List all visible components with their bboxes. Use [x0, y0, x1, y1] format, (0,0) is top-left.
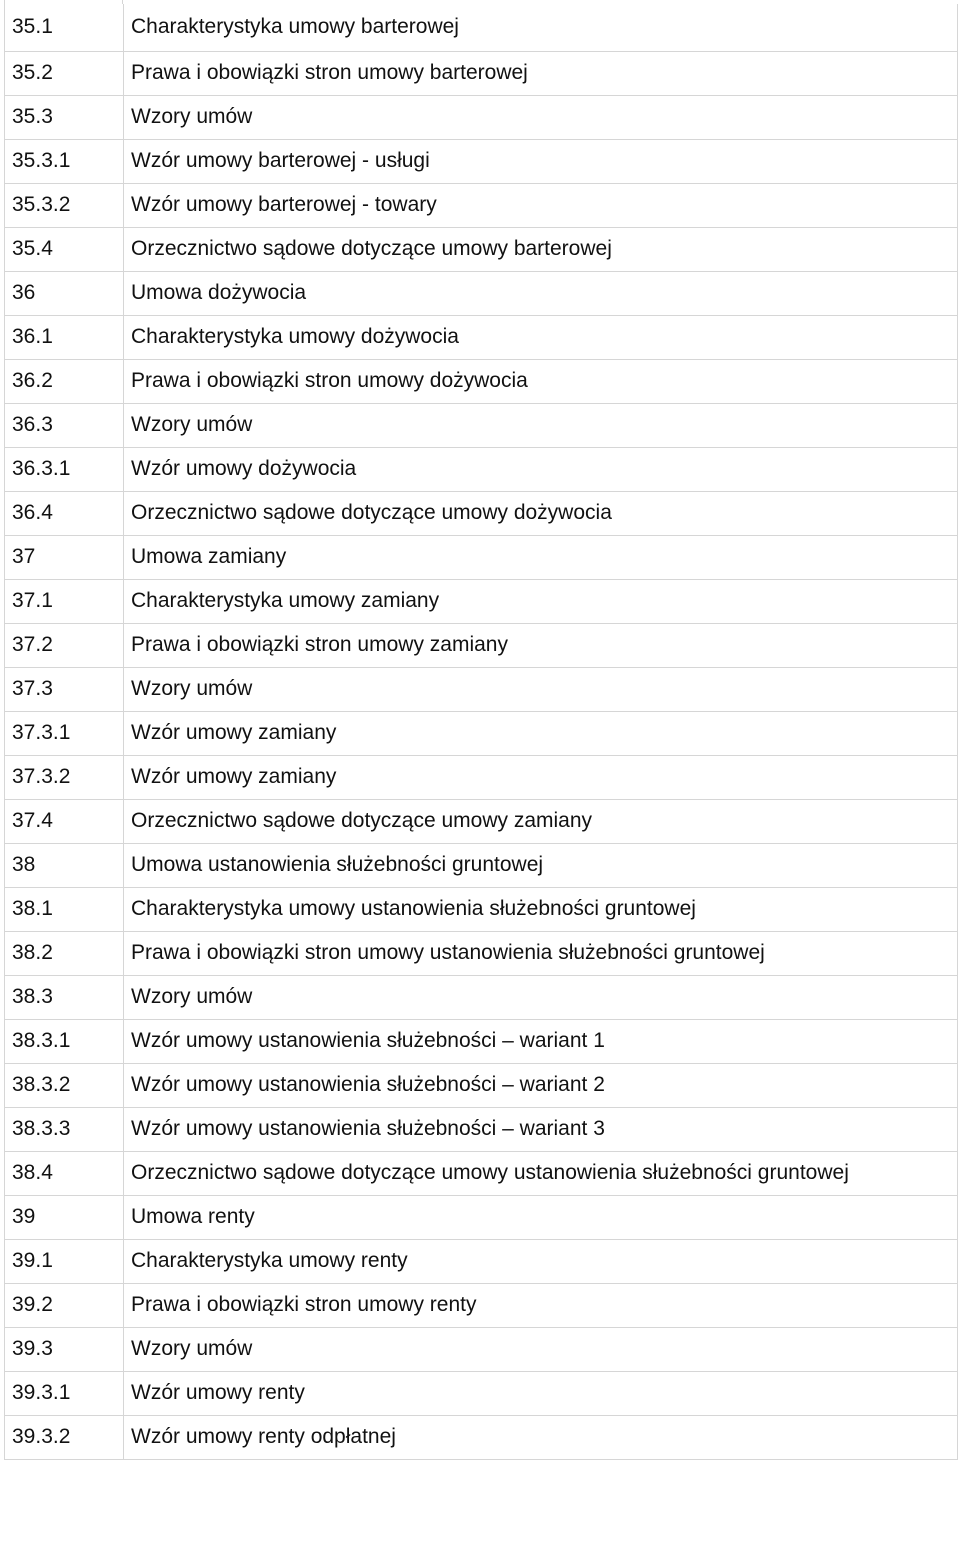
toc-section-number: 39.1 — [5, 1239, 124, 1283]
toc-row — [5, 315, 958, 359]
toc-section-number: 37 — [5, 535, 124, 579]
toc-section-number: 36.2 — [5, 359, 124, 403]
toc-row — [5, 227, 958, 271]
toc-section-title: Wzór umowy zamiany — [124, 711, 958, 755]
toc-section-title: Wzór umowy zamiany — [124, 755, 958, 799]
toc-row — [5, 1063, 958, 1107]
toc-section-number: 37.2 — [5, 623, 124, 667]
toc-section-title: Wzór umowy barterowej - towary — [124, 183, 958, 227]
toc-section-number: 36 — [5, 271, 124, 315]
toc-section-number: 35.3 — [5, 95, 124, 139]
toc-section-title: Prawa i obowiązki stron umowy renty — [124, 1283, 958, 1327]
toc-row — [5, 623, 958, 667]
toc-row — [5, 183, 958, 227]
toc-section-number: 39.3.2 — [5, 1415, 124, 1459]
toc-section-number: 35.1 — [5, 4, 124, 51]
toc-section-number: 38.3.1 — [5, 1019, 124, 1063]
toc-section-title: Prawa i obowiązki stron umowy dożywocia — [124, 359, 958, 403]
toc-row — [5, 843, 958, 887]
toc-row — [5, 491, 958, 535]
toc-section-title: Wzory umów — [124, 403, 958, 447]
toc-section-title: Wzór umowy renty odpłatnej — [124, 1415, 958, 1459]
toc-section-title: Umowa renty — [124, 1195, 958, 1239]
toc-row — [5, 1415, 958, 1459]
toc-section-title: Wzory umów — [124, 95, 958, 139]
toc-section-title: Wzory umów — [124, 1327, 958, 1371]
toc-section-number: 37.4 — [5, 799, 124, 843]
toc-section-title: Orzecznictwo sądowe dotyczące umowy barterowej — [124, 227, 958, 271]
toc-section-title: Wzór umowy ustanowienia służebności – wariant 1 — [124, 1019, 958, 1063]
toc-section-title: Charakterystyka umowy renty — [124, 1239, 958, 1283]
toc-row — [5, 799, 958, 843]
toc-section-number: 37.3.2 — [5, 755, 124, 799]
toc-row — [5, 975, 958, 1019]
toc-section-title: Charakterystyka umowy zamiany — [124, 579, 958, 623]
toc-row — [5, 931, 958, 975]
toc-section-title: Wzór umowy ustanowienia służebności – wariant 2 — [124, 1063, 958, 1107]
toc-row — [5, 359, 958, 403]
toc-row — [5, 403, 958, 447]
toc-section-number: 36.3 — [5, 403, 124, 447]
toc-section-number: 38.3 — [5, 975, 124, 1019]
toc-section-title: Charakterystyka umowy ustanowienia służebności gruntowej — [124, 887, 958, 931]
table-of-contents — [4, 4, 958, 1460]
toc-row — [5, 139, 958, 183]
toc-section-number: 39 — [5, 1195, 124, 1239]
toc-row — [5, 1019, 958, 1063]
toc-section-number: 39.2 — [5, 1283, 124, 1327]
toc-section-title: Umowa zamiany — [124, 535, 958, 579]
toc-row — [5, 1107, 958, 1151]
toc-section-title: Prawa i obowiązki stron umowy zamiany — [124, 623, 958, 667]
toc-section-title: Wzór umowy ustanowienia służebności – wariant 3 — [124, 1107, 958, 1151]
toc-row — [5, 1195, 958, 1239]
toc-section-number: 38.3.2 — [5, 1063, 124, 1107]
toc-row — [5, 4, 958, 51]
toc-section-number: 38 — [5, 843, 124, 887]
toc-section-number: 37.3.1 — [5, 711, 124, 755]
toc-section-number: 35.2 — [5, 51, 124, 95]
toc-row — [5, 271, 958, 315]
toc-body — [5, 4, 958, 1459]
toc-section-number: 37.3 — [5, 667, 124, 711]
toc-section-number: 39.3 — [5, 1327, 124, 1371]
toc-row — [5, 535, 958, 579]
toc-row — [5, 1151, 958, 1195]
toc-section-number: 38.3.3 — [5, 1107, 124, 1151]
toc-section-title: Umowa ustanowienia służebności gruntowej — [124, 843, 958, 887]
toc-section-title: Orzecznictwo sądowe dotyczące umowy dożywocia — [124, 491, 958, 535]
toc-row — [5, 51, 958, 95]
toc-section-title: Wzory umów — [124, 975, 958, 1019]
toc-row — [5, 711, 958, 755]
toc-row — [5, 1239, 958, 1283]
toc-row — [5, 667, 958, 711]
toc-row — [5, 1283, 958, 1327]
toc-section-title: Wzór umowy dożywocia — [124, 447, 958, 491]
toc-section-title: Orzecznictwo sądowe dotyczące umowy zamiany — [124, 799, 958, 843]
toc-section-number: 35.3.2 — [5, 183, 124, 227]
toc-row — [5, 1371, 958, 1415]
toc-section-number: 36.4 — [5, 491, 124, 535]
toc-section-number: 35.4 — [5, 227, 124, 271]
toc-section-title: Orzecznictwo sądowe dotyczące umowy ustanowienia służebności gruntowej — [124, 1151, 958, 1195]
toc-section-number: 38.4 — [5, 1151, 124, 1195]
toc-row — [5, 95, 958, 139]
toc-section-title: Umowa dożywocia — [124, 271, 958, 315]
toc-row — [5, 447, 958, 491]
toc-section-number: 35.3.1 — [5, 139, 124, 183]
toc-section-title: Prawa i obowiązki stron umowy barterowej — [124, 51, 958, 95]
toc-section-title: Prawa i obowiązki stron umowy ustanowienia służebności gruntowej — [124, 931, 958, 975]
toc-section-number: 36.3.1 — [5, 447, 124, 491]
toc-section-number: 38.1 — [5, 887, 124, 931]
toc-section-title: Wzór umowy renty — [124, 1371, 958, 1415]
toc-section-number: 37.1 — [5, 579, 124, 623]
toc-section-number: 38.2 — [5, 931, 124, 975]
toc-row — [5, 755, 958, 799]
toc-row — [5, 887, 958, 931]
toc-section-number: 39.3.1 — [5, 1371, 124, 1415]
toc-section-number: 36.1 — [5, 315, 124, 359]
toc-row — [5, 1327, 958, 1371]
toc-section-title: Wzory umów — [124, 667, 958, 711]
toc-section-title: Charakterystyka umowy dożywocia — [124, 315, 958, 359]
toc-section-title: Charakterystyka umowy barterowej — [124, 4, 958, 51]
toc-row — [5, 579, 958, 623]
toc-section-title: Wzór umowy barterowej - usługi — [124, 139, 958, 183]
